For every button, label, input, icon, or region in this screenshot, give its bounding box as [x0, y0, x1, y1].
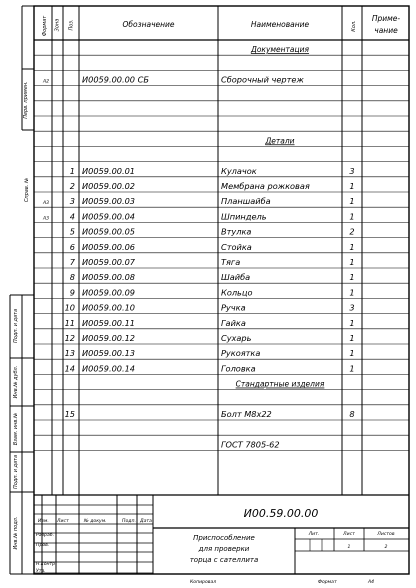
tb-doc: № докум. [84, 519, 107, 524]
row-name: Сухарь [221, 333, 252, 343]
row-name: Мембрана рожковая [221, 181, 310, 191]
row-pos: 6 [69, 241, 75, 252]
row-pos: 7 [69, 257, 75, 267]
row-pos: 4 [69, 211, 75, 222]
header-designation: Обозначение [122, 20, 175, 29]
section-heading: Документация [250, 45, 310, 55]
row-qty: 8 [349, 409, 355, 419]
row-pos: 2 [69, 181, 75, 191]
row-designation: И0059.00.13 [82, 348, 136, 359]
header-note-1: Приме- [371, 14, 401, 23]
label-dup-inv: Инв.№ дубл. [13, 365, 19, 399]
label-first-use: Перв. примен. [23, 81, 29, 119]
row-format: А3 [43, 201, 50, 207]
row-designation: И0059.00.11 [82, 317, 136, 328]
row-qty: 1 [349, 333, 355, 343]
row-pos: 8 [69, 272, 75, 283]
footer-format: Формат [318, 580, 337, 585]
header-pos: Поз. [68, 19, 75, 31]
row-format: А3 [43, 216, 50, 222]
section-heading: Стандартные изделия [235, 379, 325, 389]
header-format: Формат [42, 15, 48, 37]
row-designation: И0059.00.10 [82, 302, 136, 313]
row-pos: 14 [64, 363, 75, 374]
row-qty: 2 [349, 226, 355, 237]
row-name: Втулка [221, 226, 252, 237]
tb-sheet: Лист [343, 532, 355, 537]
row-name: Гайка [221, 317, 246, 328]
title-line-3: торца с сателлита [189, 556, 259, 564]
row-designation: И0059.00.14 [82, 363, 136, 374]
row-qty: 1 [349, 317, 355, 328]
tb-list: Лист [57, 519, 69, 524]
row-designation: И0059.00.05 [82, 226, 136, 237]
tb-lit: Лит. [308, 532, 320, 537]
header-note-2: чание [374, 26, 398, 35]
row-name: Шайба [221, 272, 251, 283]
tb-sign: Подп. [122, 519, 136, 524]
row-name: Тяга [221, 257, 241, 267]
row-designation: И0059.00.02 [82, 181, 136, 191]
row-pos: 11 [64, 317, 75, 328]
label-sign-date-2: Подп. и дата [13, 454, 19, 490]
row-qty: 1 [349, 363, 355, 374]
row-pos: 9 [69, 287, 75, 298]
row-pos: 5 [69, 226, 75, 237]
row-name: Шпиндель [221, 211, 267, 222]
tb-sheets: Листов [377, 532, 395, 537]
title-line-2: для проверки [198, 545, 250, 553]
row-name: ГОСТ 7805-62 [221, 439, 280, 450]
row-name: Сборочный чертеж [221, 74, 304, 85]
header-qty: Кол. [351, 20, 357, 32]
tb-developed: Разраб. [36, 533, 55, 538]
row-qty: 3 [349, 302, 355, 313]
row-designation: И0059.00.09 [82, 287, 136, 298]
tb-sheets-value: 2 [384, 545, 388, 550]
row-qty: 1 [349, 348, 355, 359]
label-sign-date-1: Подп. и дата [13, 308, 19, 344]
row-pos: 12 [64, 333, 75, 343]
row-designation: И0059.00.03 [82, 196, 136, 207]
row-designation: И0059.00.07 [82, 257, 136, 267]
row-name: Кулачок [221, 165, 257, 176]
row-qty: 1 [349, 272, 355, 283]
row-designation: И0059.00.12 [82, 333, 136, 343]
tb-date: Дата [140, 519, 152, 524]
row-name: Планшайба [221, 196, 271, 207]
row-name: Кольцо [221, 287, 253, 298]
row-designation: И0059.00.08 [82, 272, 136, 283]
row-qty: 3 [349, 165, 355, 176]
label-orig-inv: Инв.№ подл. [13, 516, 19, 550]
row-pos: 3 [69, 196, 75, 207]
row-name: Ручка [221, 302, 246, 313]
label-replace-inv: Взам. инв.№ [13, 412, 19, 446]
row-designation: И0059.00.01 [82, 165, 136, 176]
row-qty: 1 [349, 241, 355, 252]
row-qty: 1 [349, 257, 355, 267]
header-name: Наименование [250, 20, 310, 29]
doc-number: И00.59.00.00 [243, 507, 319, 520]
row-pos: 13 [64, 348, 75, 359]
row-name: Болт М8х22 [221, 409, 272, 419]
header-zone: Зона [54, 18, 61, 32]
section-heading: Детали [265, 136, 295, 146]
row-designation: И0059.00.04 [82, 211, 136, 222]
row-name: Головка [221, 363, 256, 374]
tb-izm: Изм. [38, 519, 49, 524]
row-format: А2 [43, 79, 50, 85]
row-pos: 10 [64, 302, 75, 313]
footer-format-value: А4 [368, 580, 375, 585]
row-pos: 15 [64, 409, 75, 419]
tb-ncontrol: Н.контр. [36, 562, 57, 567]
row-qty: 1 [349, 287, 355, 298]
label-ref-no: Справ. № [24, 177, 30, 203]
tb-checked: Пров. [36, 543, 50, 548]
row-designation: И0059.00.06 [82, 241, 136, 252]
footer-copied: Копировал [190, 580, 217, 585]
row-pos: 1 [69, 165, 75, 176]
title-line-1: Приспособление [193, 534, 255, 542]
row-qty: 1 [349, 211, 355, 222]
row-name: Рукоятка [221, 348, 261, 359]
row-designation: И0059.00.00 СБ [82, 74, 149, 85]
tb-approved: Утв. [36, 569, 46, 574]
row-qty: 1 [349, 196, 355, 207]
row-qty: 1 [349, 181, 355, 191]
row-name: Стойка [221, 241, 252, 252]
tb-sheet-value: 1 [347, 545, 351, 550]
